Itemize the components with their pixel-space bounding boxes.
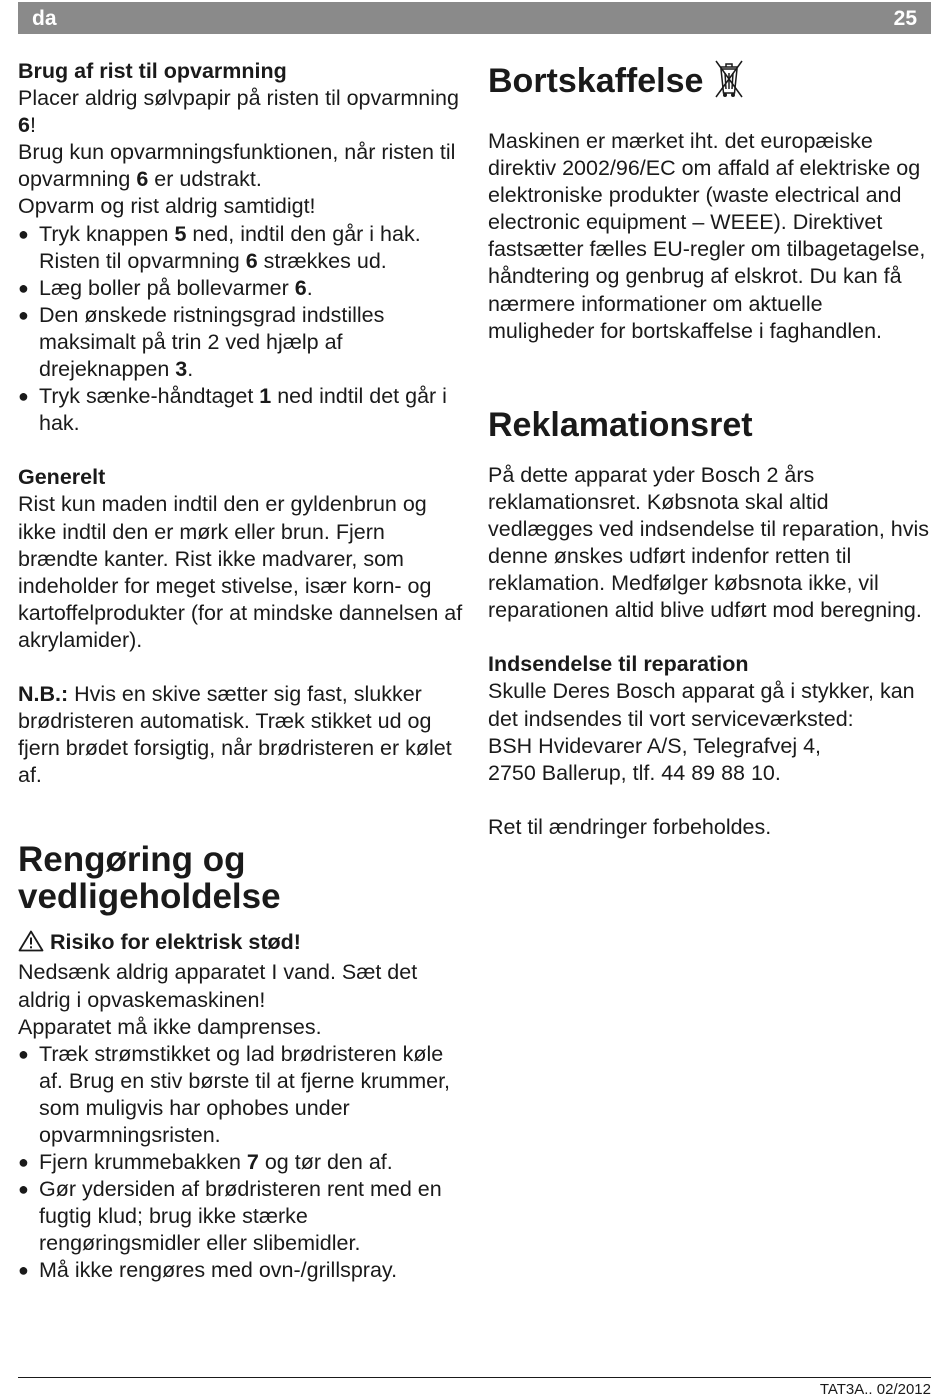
crossed-out-bin-icon	[713, 58, 745, 108]
warning-title: Risiko for elektrisk stød!	[18, 929, 466, 959]
list-item: ● Træk strømstikket og lad brødristeren køle af. Brug en stiv børste til at fjerne krummer, som muligvis har ophobes under opvarmningsristen.	[18, 1041, 466, 1149]
paragraph: Nedsænk aldrig apparatet I vand. Sæt det aldrig i opvaskemaskinen!	[18, 960, 418, 1012]
section-title-general: Generelt	[18, 465, 106, 490]
warning-triangle-icon	[18, 930, 44, 959]
list-item: ● Må ikke rengøres med ovn-/grillspray.	[18, 1257, 466, 1284]
left-column	[18, 58, 466, 1285]
language-label: da	[32, 7, 57, 30]
list-item: ● Tryk sænke-håndtaget 1 ned indtil det går i hak.	[18, 383, 466, 437]
paragraph: Opvarm og rist aldrig samtidigt!	[18, 194, 316, 219]
list-item: ● Tryk knappen 5 ned, indtil den går i hak. Risten til opvarmning 6 strækkes ud.	[18, 221, 466, 275]
paragraph: Skulle Deres Bosch apparat gå i stykker, kan det indsendes til vort serviceværksted:	[488, 679, 915, 731]
paragraph: Rist kun maden indtil den er gyldenbrun og ikke indtil den er mørk eller brun. Fjern brændte kanter. Rist ikke madvarer, som indeholder for meget stivelse, især korn- og kartoffelprodukter (for at mindske dannelsen af akrylamider).	[18, 492, 463, 652]
address-line: BSH Hvidevarer A/S, Telegrafvej 4,	[488, 733, 822, 758]
section-title-rack: Brug af rist til opvarmning	[18, 59, 287, 83]
list-item: ● Den ønskede ristningsgrad indstilles maksimalt på trin 2 ved hjælp af drejeknappen 3.	[18, 302, 466, 383]
right-column	[488, 58, 933, 841]
instruction-list	[18, 221, 466, 438]
list-item: ● Gør ydersiden af brødristeren rent med en fugtig klud; brug ikke stærke rengøringsmidler eller slibemidler.	[18, 1176, 466, 1257]
list-item: ● Læg boller på bollevarmer 6.	[18, 275, 466, 302]
paragraph: Placer aldrig sølvpapir på risten til opvarmning 6!	[18, 86, 459, 138]
address-line: 2750 Ballerup, tlf. 44 89 88 10.	[488, 760, 781, 785]
heading-warranty: Reklamationsret	[488, 405, 753, 444]
page-number: 25	[893, 7, 917, 30]
list-item: ● Fjern krummebakken 7 og tør den af.	[18, 1149, 466, 1176]
footer-code: TAT3A.. 02/2012	[819, 1381, 931, 1398]
paragraph: Brug kun opvarmningsfunktionen, når risten til opvarmning 6 er udstrakt.	[18, 140, 456, 192]
heading-disposal: Bortskaffelse	[488, 58, 933, 108]
note-paragraph: N.B.: Hvis en skive sætter sig fast, slukker brødristeren automatisk. Træk stikket ud og fjern brødet forsigtig, når brødristeren er kølet af.	[18, 681, 452, 788]
page-header	[18, 2, 931, 34]
closing-note: Ret til ændringer forbeholdes.	[488, 814, 772, 839]
paragraph: På dette apparat yder Bosch 2 års reklamationsret. Købsnota skal altid vedlægges ved indsendelse til reparation, hvis denne ønskes udført indenfor retten til reklamation. Medfølger købsnota ikke, vil reparationen altid blive udført mod beregning.	[488, 462, 930, 623]
heading-cleaning: Rengøring og vedligeholdelse	[18, 840, 281, 917]
paragraph: Maskinen er mærket iht. det europæiske direktiv 2002/96/EC om affald af elektriske og elektroniske produkter (waste electrical and electronic equipment – WEEE). Direktivet fastsætter fælles EU-regler om tilbagetagelse, håndtering og genbrug af elskrot. Du kan få nærmere informationer om aktuelle muligheder for bortskaffelse i faghandlen.	[488, 129, 926, 343]
cleaning-list	[18, 1041, 466, 1285]
footer-divider	[18, 1377, 931, 1378]
paragraph: Apparatet må ikke damprenses.	[18, 1014, 322, 1039]
section-title-repair: Indsendelse til reparation	[488, 652, 749, 677]
